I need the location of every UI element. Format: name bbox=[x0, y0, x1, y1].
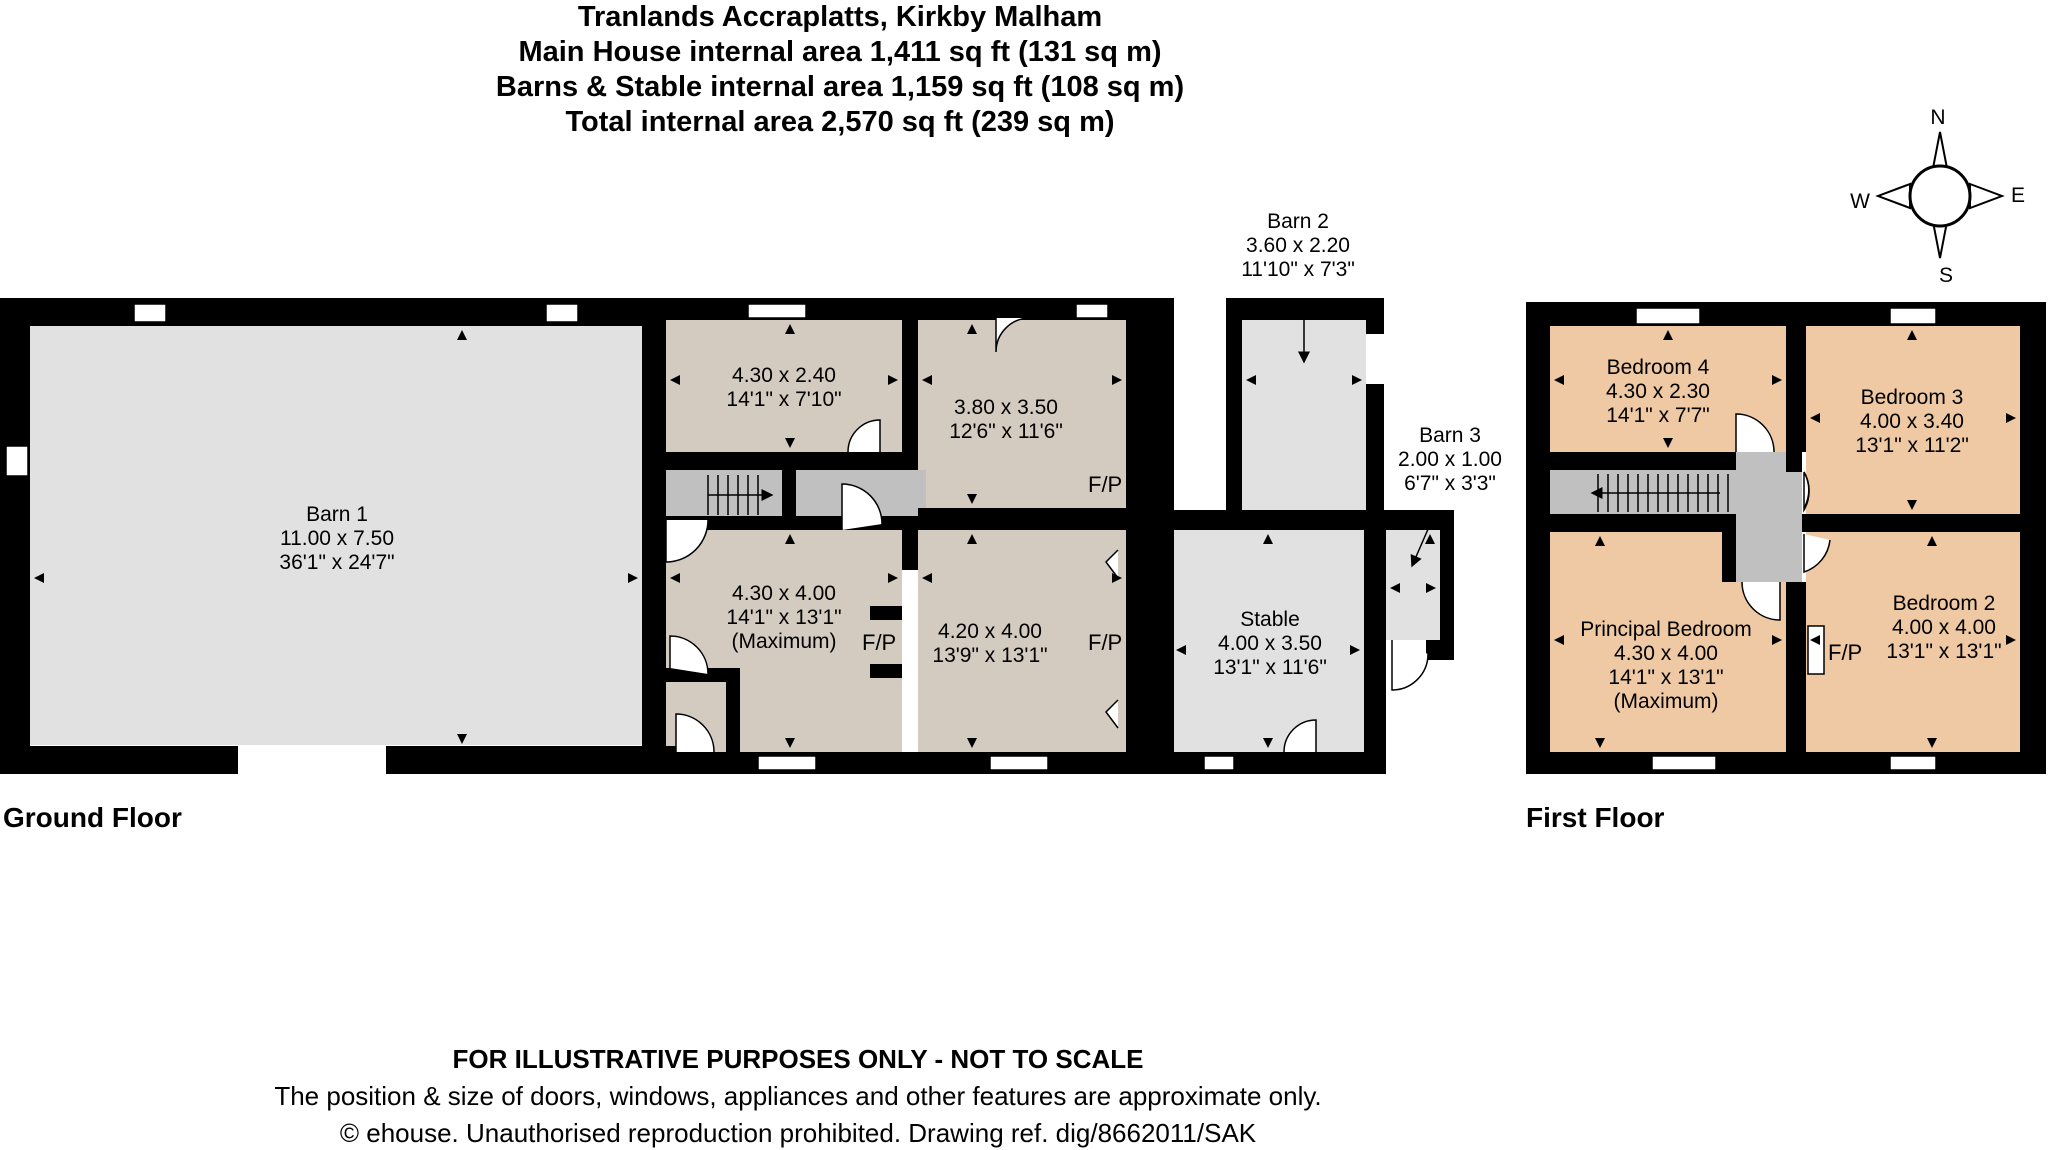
disclaimer: FOR ILLUSTRATIVE PURPOSES ONLY - NOT TO SCALE bbox=[452, 1044, 1144, 1074]
stable-metric: 4.00 x 3.50 bbox=[1218, 632, 1322, 655]
barn2-metric: 3.60 x 2.20 bbox=[1246, 234, 1350, 257]
bedroom4-metric: 4.30 x 2.30 bbox=[1606, 380, 1710, 403]
gf-room4-metric: 4.20 x 4.00 bbox=[938, 620, 1042, 643]
gf-fp-label-3: F/P bbox=[1088, 630, 1123, 655]
barn1-imperial: 36'1" x 24'7" bbox=[279, 551, 395, 574]
barn3-name: Barn 3 bbox=[1419, 424, 1481, 447]
ground-floor-plan bbox=[0, 210, 1502, 774]
principal-bedroom-metric: 4.30 x 4.00 bbox=[1614, 642, 1718, 665]
principal-bedroom-note: (Maximum) bbox=[1613, 690, 1719, 713]
principal-bedroom-imperial: 14'1" x 13'1" bbox=[1608, 666, 1724, 689]
gf-room1-imperial: 14'1" x 7'10" bbox=[726, 388, 842, 411]
barn1-metric: 11.00 x 7.50 bbox=[279, 527, 395, 550]
bedroom3-name: Bedroom 3 bbox=[1860, 386, 1964, 409]
barns-area: Barns & Stable internal area 1,159 sq ft (108 sq m) bbox=[495, 71, 1185, 103]
copyright-note: © ehouse. Unauthorised reproduction prohibited. Drawing ref. dig/8662011/SAK bbox=[339, 1118, 1257, 1148]
ground-floor-label: Ground Floor bbox=[3, 802, 182, 833]
compass-s: S bbox=[1938, 264, 1954, 287]
gf-room4-imperial: 13'9" x 13'1" bbox=[932, 644, 1048, 667]
barn2-name: Barn 2 bbox=[1267, 210, 1329, 233]
barn2-imperial: 11'10" x 7'3" bbox=[1241, 258, 1355, 281]
barn1-name: Barn 1 bbox=[306, 503, 368, 526]
bedroom3-metric: 4.00 x 3.40 bbox=[1860, 410, 1964, 433]
bedroom4-imperial: 14'1" x 7'7" bbox=[1606, 404, 1710, 427]
bedroom4-name: Bedroom 4 bbox=[1606, 356, 1710, 379]
bedroom2-name: Bedroom 2 bbox=[1892, 592, 1996, 615]
approximation-note: The position & size of doors, windows, appliances and other features are approximate only. bbox=[274, 1081, 1322, 1111]
bedroom2-imperial: 13'1" x 13'1" bbox=[1886, 640, 2002, 663]
compass-n: N bbox=[1930, 106, 1946, 129]
gf-room2-imperial: 12'6" x 11'6" bbox=[949, 420, 1063, 443]
barn3-metric: 2.00 x 1.00 bbox=[1398, 448, 1502, 471]
compass-circle bbox=[1910, 166, 1970, 226]
gf-room3-imperial: 14'1" x 13'1" bbox=[726, 606, 842, 629]
gf-room3-note: (Maximum) bbox=[731, 630, 837, 653]
compass-e: E bbox=[2010, 184, 2026, 207]
gf-room2-metric: 3.80 x 3.50 bbox=[954, 396, 1058, 419]
compass-w: W bbox=[1850, 190, 1870, 213]
barn3-floor bbox=[1386, 530, 1440, 640]
gf-fp-label-2: F/P bbox=[862, 630, 897, 655]
stable-name: Stable bbox=[1240, 608, 1300, 631]
gf-fp-label-1: F/P bbox=[1088, 472, 1123, 497]
first-floor-plan bbox=[1526, 302, 2046, 774]
ff-fp-label: F/P bbox=[1828, 640, 1863, 665]
stable-imperial: 13'1" x 11'6" bbox=[1213, 656, 1327, 679]
gf-room1-metric: 4.30 x 2.40 bbox=[732, 364, 836, 387]
plan-title: Tranlands Accraplatts, Kirkby Malham bbox=[577, 1, 1103, 33]
total-area: Total internal area 2,570 sq ft (239 sq m) bbox=[565, 106, 1115, 138]
bedroom3-imperial: 13'1" x 11'2" bbox=[1855, 434, 1969, 457]
gf-room3-metric: 4.30 x 4.00 bbox=[732, 582, 836, 605]
compass-needle-west bbox=[1878, 184, 1910, 208]
principal-bedroom-name: Principal Bedroom bbox=[1580, 618, 1752, 641]
main-house-area: Main House internal area 1,411 sq ft (131 sq m) bbox=[518, 36, 1162, 68]
first-floor-label: First Floor bbox=[1526, 802, 1665, 833]
barn3-imperial: 6'7" x 3'3" bbox=[1404, 472, 1496, 495]
compass-rose bbox=[1850, 106, 2025, 287]
compass-needle-east bbox=[1970, 184, 2002, 208]
bedroom2-metric: 4.00 x 4.00 bbox=[1892, 616, 1996, 639]
